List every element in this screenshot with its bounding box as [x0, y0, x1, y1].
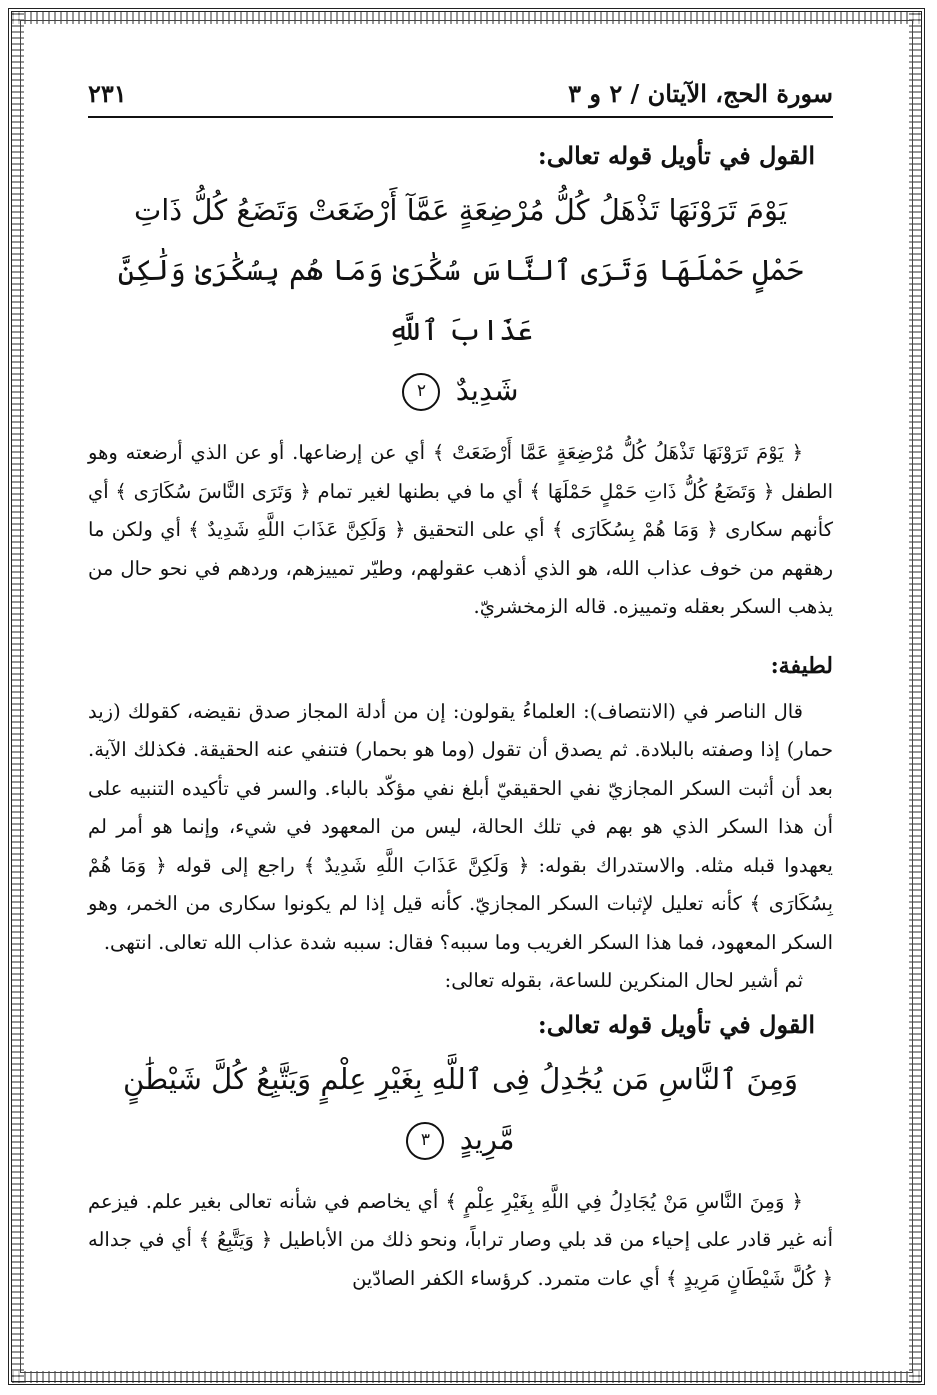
page-number: ٢٣١ — [88, 79, 127, 108]
running-head-title: سورة الحج، الآيتان / ٢ و ٣ — [568, 79, 833, 108]
section1-verse-line-3 — [98, 360, 823, 420]
section2-heading: القول في تأويل قوله تعالى: — [537, 1009, 815, 1039]
section1-verse-line-1: يَوْمَ تَرَوْنَهَا تَذْهَلُ كُلُّ مُرْضِعَةٍ عَمَّآ أَرْضَعَتْ وَتَضَعُ كُلُّ ذَاتِ — [133, 193, 788, 227]
header-rule — [88, 116, 833, 118]
section2-paragraph: ﴿ وَمِنَ النَّاسِ مَنْ يُجَادِلُ فِي اللَّهِ بِغَيْرِ عِلْمٍ ﴾ أي يخاصم في شأنه تعالى بغير علم. فيزعم أنه غير قادر على إحياء من قد بلي وصار تراباً، ونحو ذلك من الأباطيل ﴿ وَيَتَّبِعُ ﴾ أي في جداله ﴿ كُلَّ شَيْطَانٍ مَرِيدٍ ﴾ أي عات متمرد. كرؤساء الكفر الصادّين — [88, 1189, 833, 1290]
page-content — [88, 72, 833, 1298]
verse-number-marker: ٢ — [402, 373, 440, 411]
section1-verse-line-2: حَمْلٍ حَمْلَهَا وَتَرَى ٱلنَّاسَ سُكَٰرَىٰ وَمَا هُم بِسُكَٰرَىٰ وَلَٰكِنَّ عَذَابَ ٱللَّهِ — [117, 253, 804, 347]
section1-commentary — [88, 434, 833, 627]
section1-paragraph: ﴿ يَوْمَ تَرَوْنَهَا تَذْهَلُ كُلُّ مُرْضِعَةٍ عَمَّا أَرْضَعَتْ ﴾ أي عن إرضاعها. أو عن الذي أرضعته وهو الطفل ﴿ وَتَضَعُ كُلُّ ذَاتِ حَمْلٍ حَمْلَهَا ﴾ أي ما في بطنها لغير تمام ﴿ وَتَرَى النَّاسَ سُكَارَى ﴾ أي كأنهم سكارى ﴿ وَمَا هُمْ بِسُكَارَى ﴾ أي على التحقيق ﴿ وَلَكِنَّ عَذَابَ اللَّهِ شَدِيدٌ ﴾ أي ولكن ما رهقهم من خوف عذاب الله، هو الذي أذهب عقولهم، وطيّر تمييزهم، وردهم في نحو حال من يذهب السكر بعقله وتمييزه. قاله الزمخشريّ. — [88, 441, 833, 618]
section2-commentary — [88, 1183, 833, 1299]
verse-number-marker: ٣ — [406, 1122, 444, 1160]
section1-heading: القول في تأويل قوله تعالى: — [537, 141, 815, 170]
section2-verse-line-1-text: وَمِنَ ٱلنَّاسِ مَن يُجَٰدِلُ فِى ٱللَّهِ بِغَيْرِ عِلْمٍ وَيَتَّبِعُ كُلَّ شَيْطَٰنٍ مَّرِيدٍ — [122, 1061, 799, 1156]
running-head — [88, 72, 833, 108]
latifa-paragraph: قال الناصر في (الانتصاف): العلماءُ يقولون: إن من أدلة المجاز صدق نقيضه، كقولك (زيد حمار) إذا وصفته بالبلادة. ثم يصدق أن تقول (وما هو بحمار) فتنفي عنه الحقيقة. فكذلك الآية. بعد أن أثبت السكر المجازيّ نفي الحقيقيّ أبلغ نفي مؤكّد بالباء. والسر في تأكيده التنبيه على أن هذا السكر الذي هو بهم في تلك الحالة، ليس من المعهود في شيء، وإنما هو أمر لم يعهدوا قبله مثله. والاستدراك بقوله: ﴿ وَلَكِنَّ عَذَابَ اللَّهِ شَدِيدٌ ﴾ راجع إلى قوله ﴿ وَمَا هُمْ بِسُكَارَى ﴾ كأنه تعليل لإثبات السكر المجازيّ. كأنه قيل إذا لم يكونوا سكارى من الخمر، وهو السكر المعهود، فما هذا السكر الغريب وما سببه؟ فقال: سببه شدة عذاب الله تعالى. انتهى. — [88, 699, 833, 954]
latifa-heading: لطيفة: — [770, 652, 833, 679]
latifa-commentary — [88, 693, 833, 1001]
section1-verse-block — [88, 180, 833, 420]
transition-paragraph: ثم أشير لحال المنكرين للساعة، بقوله تعالى: — [444, 969, 803, 992]
section2-verse-block — [88, 1049, 833, 1169]
section2-verse-line-1 — [98, 1049, 823, 1169]
section1-verse-line-3-text: شَدِيدٌ — [455, 373, 519, 407]
